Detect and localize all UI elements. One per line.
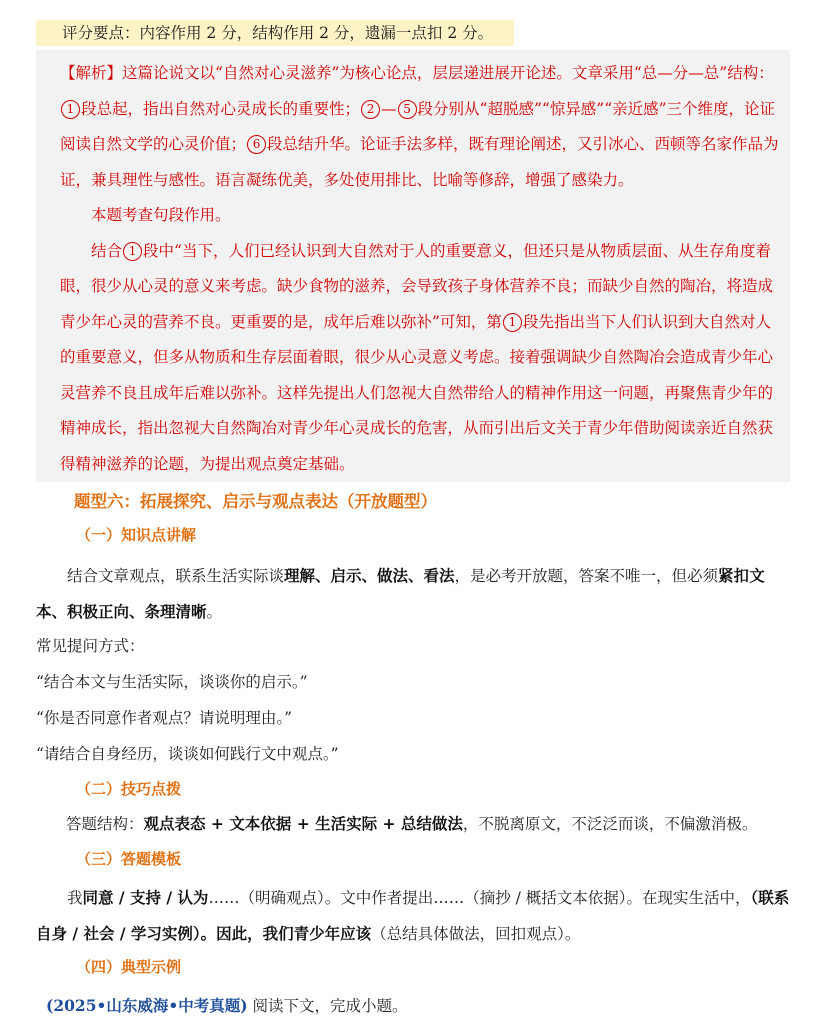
text: 我 [67, 889, 83, 907]
text: 。 [206, 603, 223, 621]
analysis-tag: 【解析】 [60, 64, 123, 82]
knowledge-paragraph [36, 558, 790, 630]
text: 中， [719, 889, 751, 907]
bold-text: 观点表态 + 文本依据 + 生活实际 + 总结做法 [143, 814, 463, 833]
circled-number: 6 [247, 135, 266, 154]
score-note: 评分要点：内容作用 2 分，结构作用 2 分，遗漏一点扣 2 分。 [36, 20, 514, 46]
analysis-paragraph-2: 本题考查句段作用。 [91, 206, 231, 224]
text: 结合文章观点，联系生活实际谈 [67, 567, 285, 585]
example-source: (2025•山东威海•中考真题) [46, 996, 248, 1015]
bold-text: 理解、启示、做法、看法 [284, 566, 455, 585]
circled-number: 2 [361, 100, 380, 119]
question-example-3: “请结合自身经历，谈谈如何践行文中观点。” [36, 745, 339, 763]
common-question-label: 常见提问方式： [36, 637, 145, 655]
analysis-text: 这篇论说文以“自然对心灵滋养”为核心论点，层层递进展开论述。文章采用“总—分—总”结构： [122, 64, 774, 82]
subsection-title-1: （一）知识点讲解 [76, 526, 197, 544]
text: 阅读下文，完成小题。 [247, 997, 408, 1015]
analysis-box [36, 50, 790, 482]
analysis-text: 段总结升华。论证手法多样，既有理论阐述，又引冰心、西顿等名家作品为证，兼具理性与感性。语言凝练优美，多处使用排比、比喻等修辞，增强了感染力。 [60, 135, 779, 189]
analysis-text: 结合 [91, 241, 123, 260]
analysis-text: 段总起，指出自然对心灵成长的重要性； [81, 99, 361, 118]
text: ……（明确观点）。文中作者提出……（摘抄 / 概括文本依据）。在现实生活 [208, 889, 720, 907]
bold-text: （联系自身 / 社会 / 学习实例）。因此，我们青少年应该 [36, 888, 790, 943]
circled-number: 5 [398, 100, 417, 119]
bold-text: 紧扣 [718, 566, 750, 585]
analysis-paragraph-3 [60, 234, 782, 483]
analysis-paragraph-1 [60, 56, 782, 198]
question-example-2: “你是否同意作者观点？请说明理由。” [36, 709, 293, 727]
text: ，是必考开放题，答案不唯一，但必须 [454, 567, 719, 585]
text: ，不脱离原文，不泛泛而谈，不偏激消极。 [462, 815, 758, 833]
bold-text: 文本、积极正向、条理清晰 [36, 566, 765, 621]
template-paragraph [36, 880, 790, 952]
analysis-text: 段先指出当下人们认识到大自然对人的重要意义，但多从物质和生存层面着眼，很少从心灵意义考虑。接着强调缺少自然陶冶会造成青少年心灵营养不良且成年后难以弥补。这样先提出人们忽视大自然带给人的精神作用这一问题，再聚焦青少年的精神成长，指出忽视大自然陶冶对青少年心灵成长的危害，从而引出后文关于青少年借助阅读亲近自然获得精神滋养的论题，为提出观点奠定基础。 [60, 312, 774, 473]
subsection-title-4: （四）典型示例 [76, 958, 182, 976]
analysis-text: 段中“当下，人们已经认识到大自然对于人的重要意义，但还只是从物质层面、从生存角度着眼，很少从心灵的意义来考虑。缺少食物的滋养，会导致孩子身体营养不良；而缺少自然的陶冶，将造成青少年心灵的营养不良。更重要的是，成年后难以弥补”可知，第 [60, 241, 774, 331]
question-example-1: “结合本文与生活实际，谈谈你的启示。” [36, 673, 308, 691]
example-line [46, 994, 408, 1016]
technique-paragraph [66, 812, 757, 834]
circled-number: 1 [123, 242, 142, 261]
circled-number: 1 [503, 313, 522, 332]
text: 答题结构： [66, 815, 144, 833]
circled-number: 1 [61, 100, 80, 119]
text: （总结具体做法，回扣观点）。 [371, 925, 581, 943]
section-title: 题型六：拓展探究、启示与观点表达（开放题型） [74, 492, 437, 511]
dash: — [381, 99, 397, 118]
bold-text: 同意 / 支持 / 认为 [82, 888, 209, 907]
subsection-title-3: （三）答题模板 [76, 850, 182, 868]
analysis-text: 段分别从“超脱感”“惊异感”“亲近感”三个维度，论证阅读自然文学的心灵价值； [60, 99, 776, 153]
subsection-title-2: （二）技巧点拨 [76, 780, 182, 798]
